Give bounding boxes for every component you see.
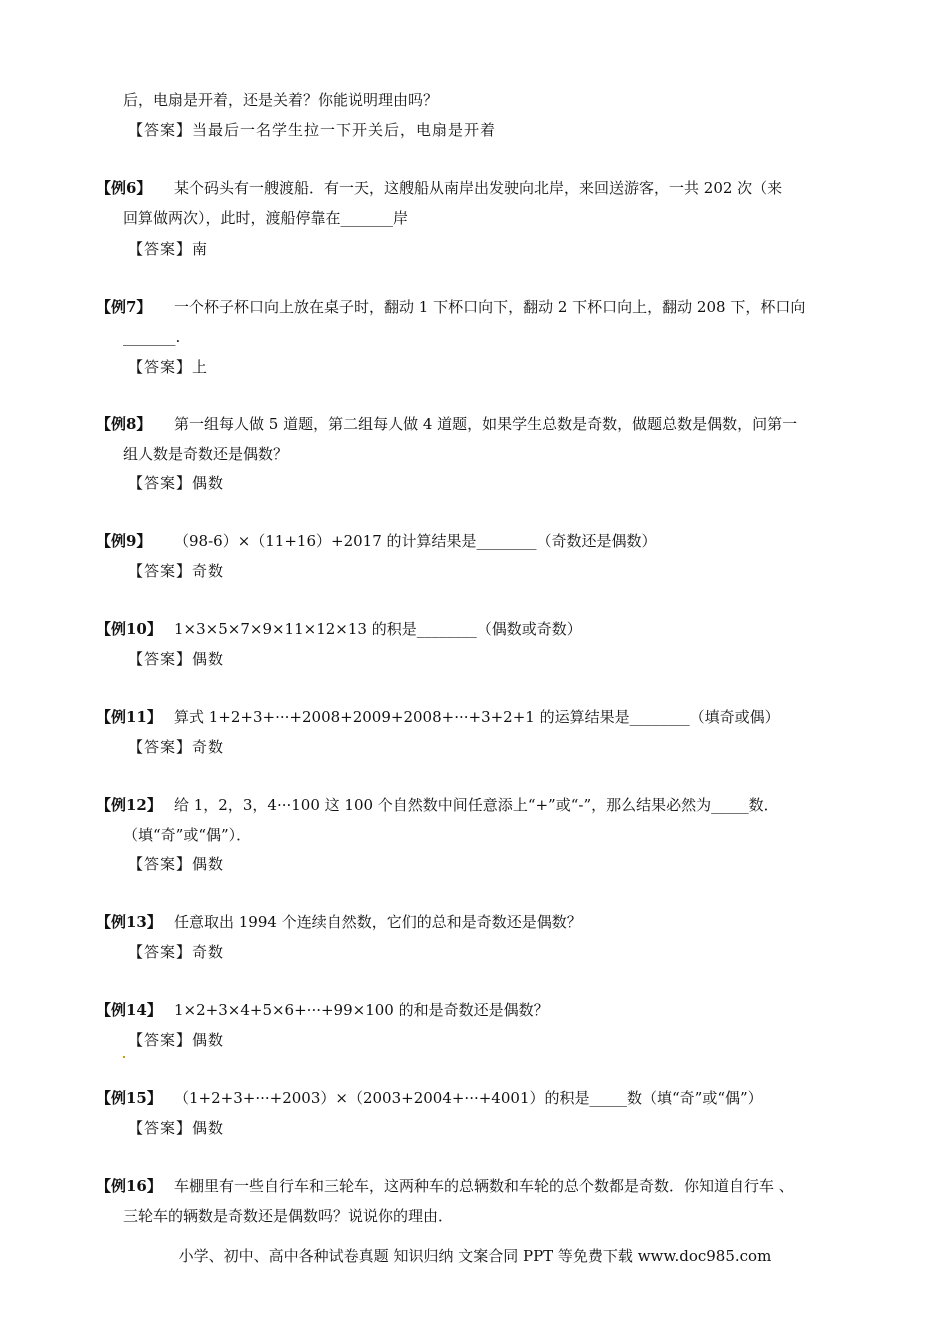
example-8-text-line2: 组人数是奇数还是偶数？: [123, 445, 289, 463]
example-6-answer: 【答案】南: [128, 240, 209, 258]
example-8-text-line1: 第一组每人做 5 道题，第二组每人做 4 道题，如果学生总数是奇数，做题总数是偶数，问第一: [174, 415, 798, 433]
example-10-label: 【例10】: [96, 620, 162, 638]
example-8-answer: 【答案】偶数: [128, 474, 225, 492]
example-10-answer: 【答案】偶数: [128, 650, 225, 668]
example-7-text-line1: 一个杯子杯口向上放在桌子时，翻动 1 下杯口向下，翻动 2 下杯口向上，翻动 208 下，杯口向: [174, 298, 806, 316]
stray-mark: [123, 1056, 125, 1058]
example-15-text-line1: （1+2+3+···+2003）×（2003+2004+···+4001）的积是_____数（填“奇”或“偶”）: [174, 1089, 763, 1107]
example-12-text-line1: 给 1，2，3，4···100 这 100 个自然数中间任意添上“+”或“-”，那么结果必然为_____数．: [174, 796, 779, 814]
example-7-label: 【例7】: [96, 298, 152, 316]
example-16-text-line1: 车棚里有一些自行车和三轮车，这两种车的总辆数和车轮的总个数都是奇数．你知道自行车 、: [174, 1177, 794, 1195]
example-16-label: 【例16】: [96, 1177, 162, 1195]
page-footer: 小学、初中、高中各种试卷真题 知识归纳 文案合同 PPT 等免费下载 www.doc985.com: [178, 1247, 772, 1265]
example-11-answer: 【答案】奇数: [128, 738, 225, 756]
example-14-label: 【例14】: [96, 1001, 162, 1019]
example-13-answer: 【答案】奇数: [128, 943, 225, 961]
example-11-label: 【例11】: [96, 708, 162, 726]
example-14-answer: 【答案】偶数: [128, 1031, 225, 1049]
example-9-text-line1: （98-6）×（11+16）+2017 的计算结果是________（奇数还是偶数）: [174, 532, 657, 550]
example-6-label: 【例6】: [96, 179, 152, 197]
example-13-text-line1: 任意取出 1994 个连续自然数，它们的总和是奇数还是偶数？: [174, 913, 582, 931]
example-7-answer: 【答案】上: [128, 358, 209, 376]
example-7-text-line2: _______.: [123, 328, 181, 346]
example-8-label: 【例8】: [96, 415, 152, 433]
intro-text-line: 后，电扇是开着，还是关着？你能说明理由吗？: [123, 91, 439, 109]
example-12-answer: 【答案】偶数: [128, 855, 225, 873]
example-6-text-line2: 回算做两次），此时，渡船停靠在_______岸: [123, 209, 409, 227]
example-15-label: 【例15】: [96, 1089, 162, 1107]
example-13-label: 【例13】: [96, 913, 162, 931]
example-12-label: 【例12】: [96, 796, 162, 814]
example-16-text-line2: 三轮车的辆数是奇数还是偶数吗？说说你的理由．: [123, 1207, 454, 1225]
example-6-text-line1: 某个码头有一艘渡船．有一天，这艘船从南岸出发驶向北岸，来回送游客，一共 202 次（来: [174, 179, 783, 197]
example-10-text-line1: 1×3×5×7×9×11×12×13 的积是________（偶数或奇数）: [174, 620, 582, 638]
example-12-text-line2: （填“奇”或“偶”）．: [123, 826, 252, 844]
example-11-text-line1: 算式 1+2+3+···+2008+2009+2008+···+3+2+1 的运算结果是________（填奇或偶）: [174, 708, 780, 726]
example-14-text-line1: 1×2+3×4+5×6+···+99×100 的和是奇数还是偶数？: [174, 1001, 549, 1019]
example-15-answer: 【答案】偶数: [128, 1119, 225, 1137]
example-9-label: 【例9】: [96, 532, 152, 550]
intro-answer: 【答案】当最后一名学生拉一下开关后，电扇是开着: [128, 121, 497, 139]
example-9-answer: 【答案】奇数: [128, 562, 225, 580]
